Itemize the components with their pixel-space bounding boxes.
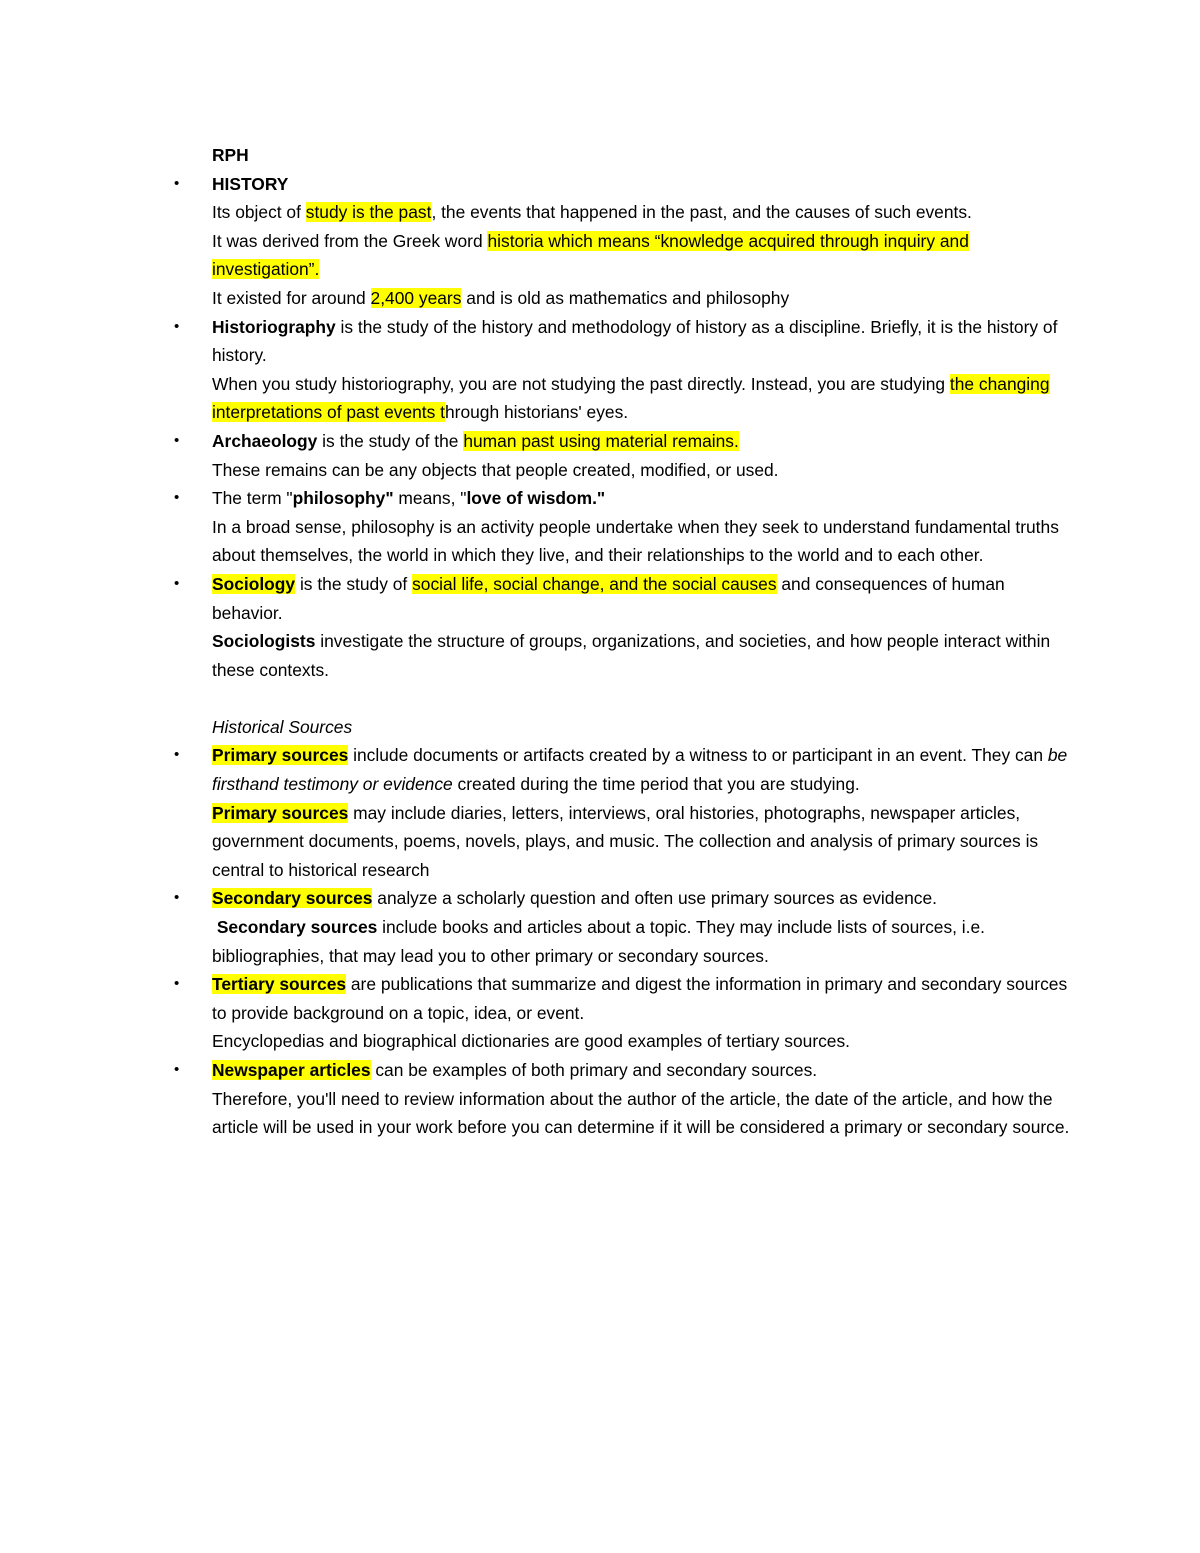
section-heading: Historical Sources [212, 716, 353, 737]
primary-paragraph-1: • Primary sources include documents or artifacts created by a witness to or participant in an event. They can be firsthand testimony or evidence created during the time period that you are studying. [212, 741, 1072, 798]
bullet-icon: • [174, 317, 180, 335]
newspaper-paragraph-1: • Newspaper articles can be examples of both primary and secondary sources. [212, 1056, 1072, 1085]
sociology-paragraph-1: • Sociology is the study of social life, social change, and the social causes and consequences of human behavior. [212, 570, 1072, 627]
bullet-icon: • [174, 174, 180, 192]
secondary-paragraph-2: Secondary sources include books and articles about a topic. They may include lists of sources, i.e. bibliographies, that may lead you to other primary or secondary sources. [212, 917, 986, 966]
highlight: the changing interpretations of past events t [212, 373, 1050, 423]
highlight: human past using material remains. [463, 430, 739, 451]
list-item-newspaper-articles [174, 1056, 1072, 1142]
tertiary-paragraph-1: • Tertiary sources are publications that summarize and digest the information in primary and secondary sources to provide background on a topic, idea, or event. [212, 970, 1072, 1027]
highlight: Primary sources [212, 745, 349, 766]
tertiary-paragraph-2: Encyclopedias and biographical dictionaries are good examples of tertiary sources. [212, 1031, 851, 1052]
highlight: 2,400 years [370, 287, 462, 308]
document-body [174, 141, 1072, 1142]
bullet-icon: • [174, 975, 180, 993]
bullet-icon: • [174, 574, 180, 592]
historiography-paragraph-1: • Historiography is the study of the history and methodology of history as a discipline. Briefly, it is the history of history. [212, 313, 1072, 370]
list-item-archaeology [174, 427, 1072, 484]
philosophy-paragraph-1: • The term "philosophy" means, "love of wisdom." [212, 484, 1072, 513]
list-item-tertiary-sources [174, 970, 1072, 1056]
history-paragraph-2: It was derived from the Greek word historia which means “knowledge acquired through inquiry and investigation”. [212, 230, 969, 280]
list-item-history [174, 170, 1072, 313]
history-paragraph-1: Its object of study is the past, the events that happened in the past, and the causes of such events. [212, 202, 972, 223]
archaeology-paragraph-2: These remains can be any objects that people created, modified, or used. [212, 459, 779, 480]
newspaper-paragraph-2: Therefore, you'll need to review information about the author of the article, the date of the article, and how the article will be used in your work before you can determine if it will be considered a primary or secondary source. [212, 1088, 1070, 1138]
highlight: social life, social change, and the social causes [412, 573, 777, 594]
list-item-historiography [174, 313, 1072, 427]
bullet-icon: • [174, 746, 180, 764]
bullet-icon: • [174, 1061, 180, 1078]
document-title: RPH [212, 145, 249, 165]
secondary-paragraph-1: • Secondary sources analyze a scholarly question and often use primary sources as evidence. [212, 884, 1072, 913]
history-heading: • HISTORY [212, 170, 1072, 199]
bullet-icon: • [174, 889, 180, 907]
primary-paragraph-2: Primary sources may include diaries, letters, interviews, oral histories, photographs, newspaper articles, government documents, poems, novels, plays, and music. The collection and analysis of primary sources is central to historical research [212, 802, 1039, 880]
philosophy-paragraph-2: In a broad sense, philosophy is an activity people undertake when they seek to understand fundamental truths about themselves, the world in which they live, and their relationships to the world and to each other. [212, 516, 1059, 566]
historiography-paragraph-2: When you study historiography, you are not studying the past directly. Instead, you are studying the changing interpretations of past events through historians' eyes. [212, 373, 1050, 423]
highlight: Primary sources [212, 802, 349, 823]
sociology-paragraph-2: Sociologists investigate the structure of groups, organizations, and societies, and how people interact within these contexts. [212, 631, 1051, 680]
history-paragraph-3: It existed for around 2,400 years and is old as mathematics and philosophy [212, 287, 790, 308]
highlight: Sociology [212, 573, 296, 594]
highlight: historia which means “knowledge acquired through inquiry and investigation”. [212, 230, 969, 280]
highlight: Secondary sources [212, 888, 373, 909]
highlight: Newspaper articles [212, 1060, 371, 1080]
highlight: study is the past [305, 202, 432, 223]
list-item-philosophy [174, 484, 1072, 570]
list-item-sociology [174, 570, 1072, 684]
archaeology-paragraph-1: • Archaeology is the study of the human past using material remains. [212, 427, 1072, 456]
bullet-icon: • [174, 431, 180, 449]
list-item-primary-sources [174, 741, 1072, 884]
list-item-secondary-sources [174, 884, 1072, 970]
blank-line [212, 684, 1072, 713]
bullet-icon: • [174, 489, 180, 507]
highlight: Tertiary sources [212, 974, 347, 995]
